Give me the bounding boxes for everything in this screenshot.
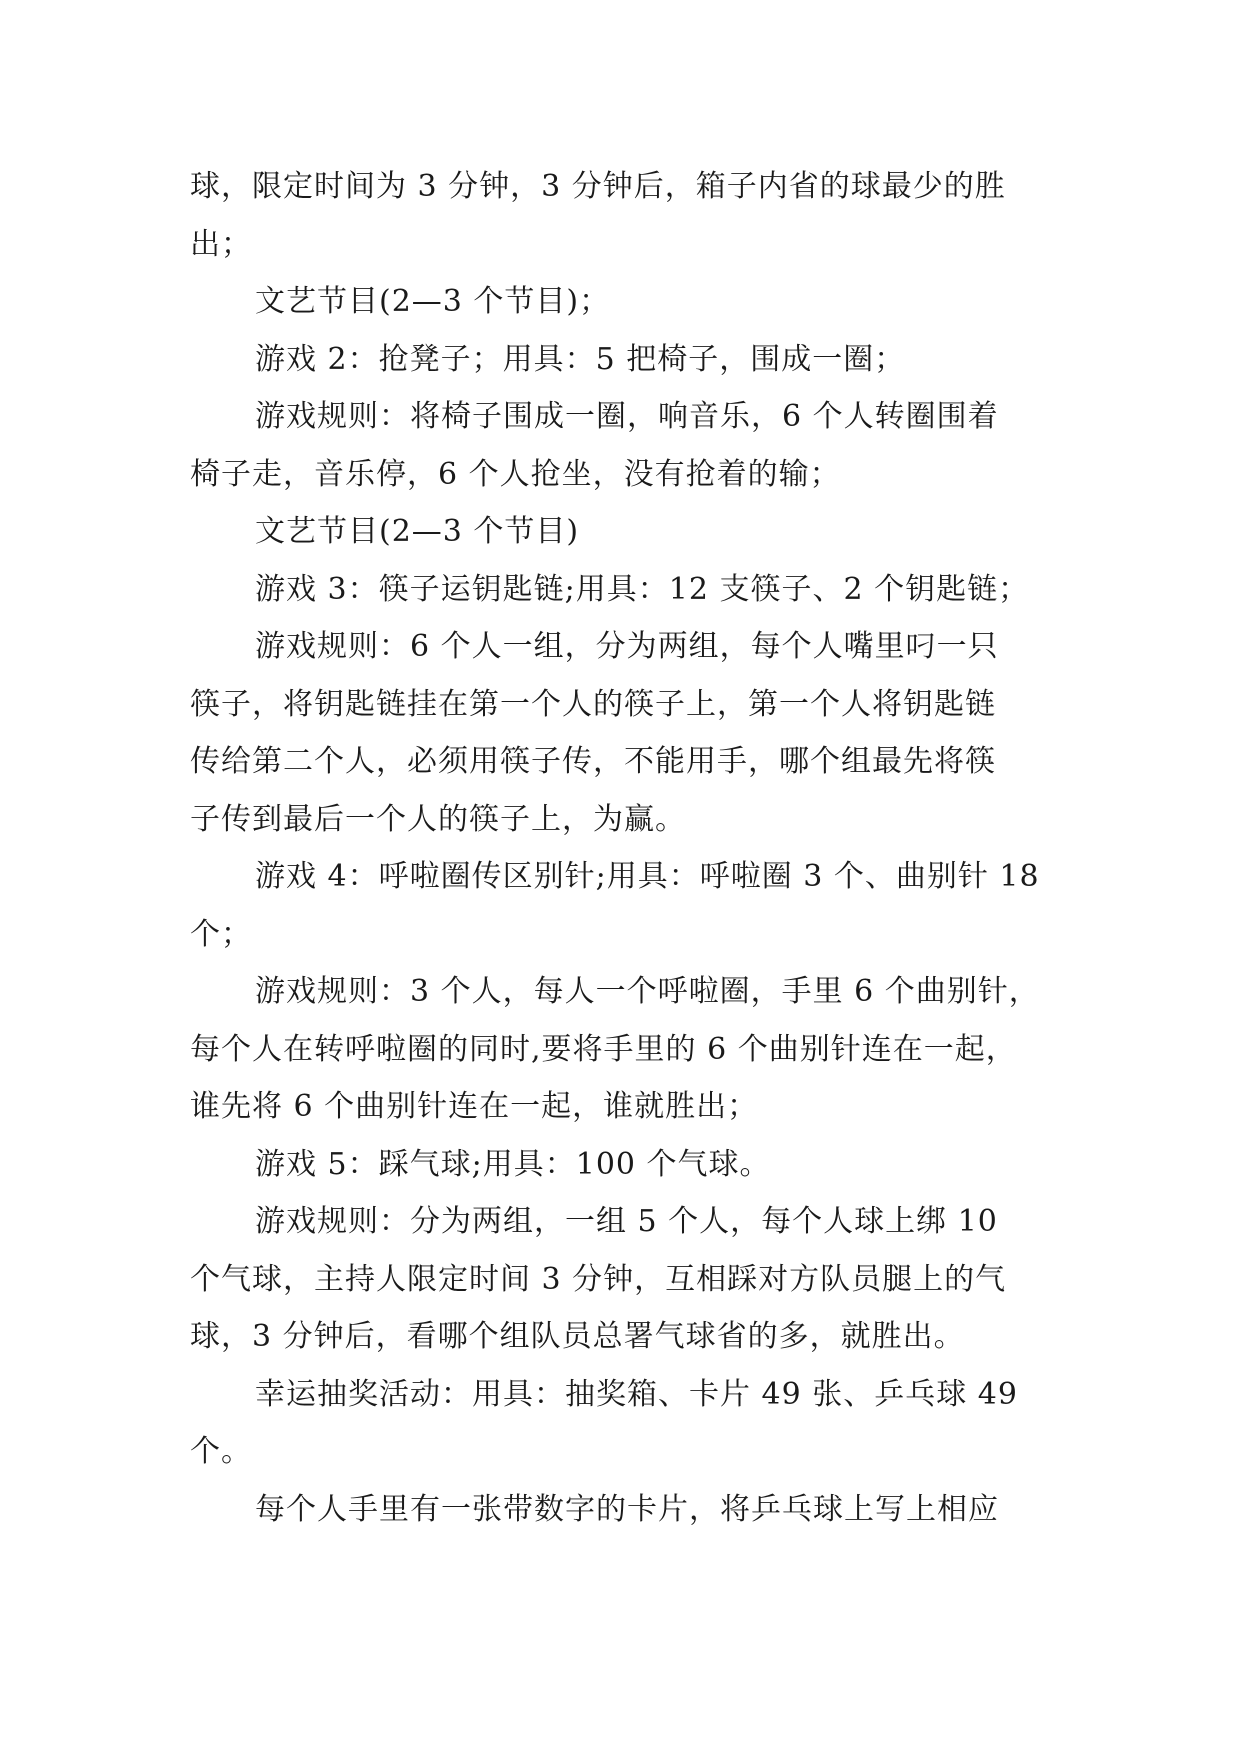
text-line: 游戏 2：抢凳子；用具：5 把椅子，围成一圈；: [255, 341, 906, 377]
text-line: 谁先将 6 个曲别针连在一起，谁就胜出；: [190, 1089, 759, 1124]
text-line: 传给第二个人，必须用筷子传，不能用手，哪个组最先将筷: [190, 744, 996, 779]
body-text: [190, 158, 1052, 1538]
text-line: 个。: [190, 1434, 252, 1469]
text-line: 游戏规则：3 个人，每人一个呼啦圈，手里 6 个曲别针，: [255, 974, 1040, 1009]
text-line: 每个人在转呼啦圈的同时,要将手里的 6 个曲别针连在一起，: [190, 1031, 1017, 1067]
text-line: 筷子，将钥匙链挂在第一个人的筷子上，第一个人将钥匙链: [190, 686, 996, 722]
text-line: 个；: [190, 916, 252, 952]
text-line: 幸运抽奖活动：用具：抽奖箱、卡片 49 张、乒乓球 49: [255, 1376, 1018, 1412]
text-line: 文艺节目(2—3 个节目): [255, 514, 580, 549]
text-line: 游戏规则：分为两组，一组 5 个人，每个人球上绑 10: [255, 1204, 998, 1239]
text-line: 球，3 分钟后，看哪个组队员总署气球省的多，就胜出。: [190, 1319, 965, 1354]
text-line: 游戏 4：呼啦圈传区别针;用具：呼啦圈 3 个、曲别针 18: [255, 859, 1040, 894]
text-line: 游戏规则：将椅子围成一圈，响音乐，6 个人转圈围着: [255, 399, 999, 434]
text-line: 个气球，主持人限定时间 3 分钟，互相踩对方队员腿上的气: [190, 1261, 1007, 1297]
text-line: 文艺节目(2—3 个节目)；: [255, 284, 611, 319]
text-line: 椅子走，音乐停，6 个人抢坐，没有抢着的输；: [190, 456, 841, 492]
text-line: 每个人手里有一张带数字的卡片，将乒乓球上写上相应: [255, 1491, 999, 1527]
text-line: 子传到最后一个人的筷子上，为赢。: [190, 801, 686, 837]
text-line: 球，限定时间为 3 分钟，3 分钟后，箱子内省的球最少的胜: [190, 169, 1006, 204]
text-line: 游戏 5：踩气球;用具：100 个气球。: [255, 1146, 771, 1182]
text-line: 游戏规则：6 个人一组，分为两组，每个人嘴里叼一只: [255, 629, 999, 664]
text-line: 出；: [190, 226, 252, 262]
text-line: 游戏 3：筷子运钥匙链;用具：12 支筷子、2 个钥匙链；: [255, 571, 1030, 607]
